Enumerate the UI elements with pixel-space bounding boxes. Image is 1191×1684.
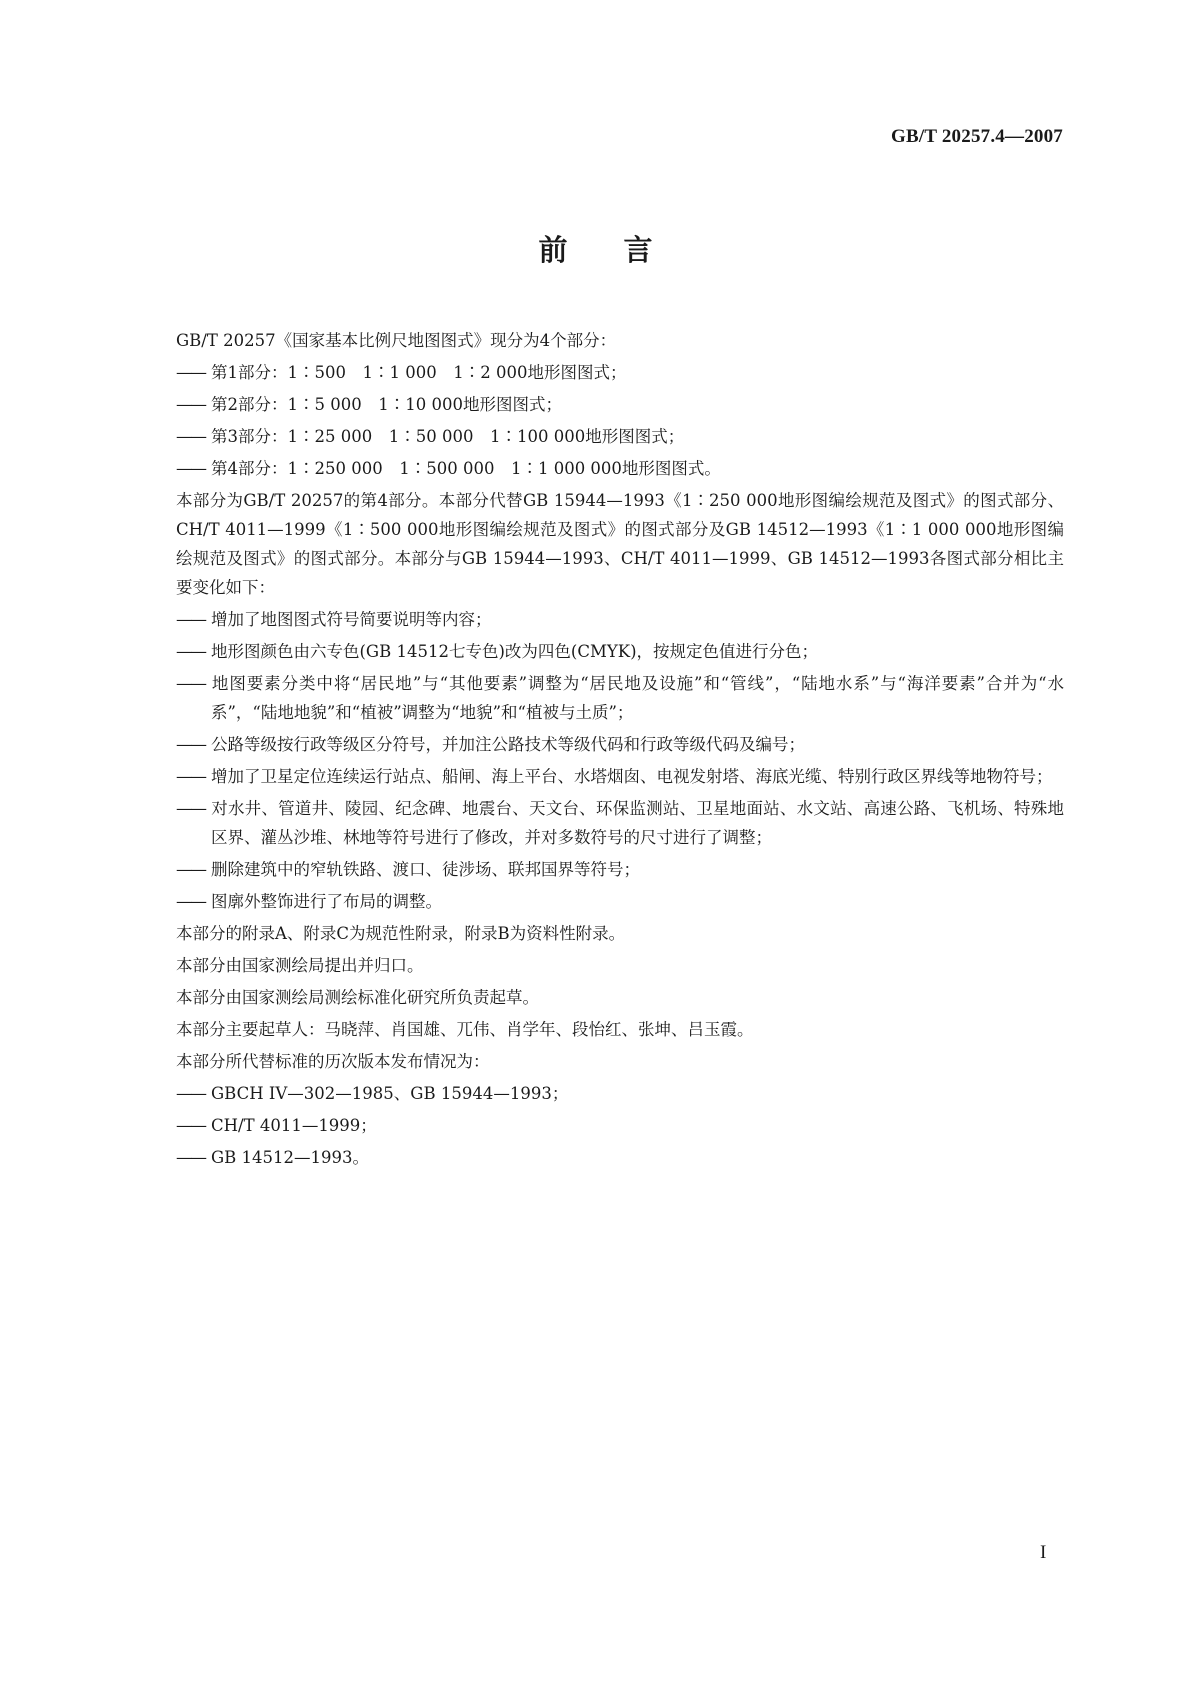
dash-marker: —— xyxy=(176,363,205,382)
change-list-item xyxy=(176,605,1064,634)
appendix-paragraph: 本部分的附录A、附录C为规范性附录，附录B为资料性附录。 xyxy=(176,924,626,943)
dash-marker: —— xyxy=(176,674,205,693)
change-list-item xyxy=(176,887,1064,916)
dash-marker: —— xyxy=(176,799,205,818)
part-text: 第2部分：1∶5 000 1∶10 000地形图图式； xyxy=(211,395,562,414)
dash-marker: —— xyxy=(176,1116,205,1135)
change-text: 删除建筑中的窄轨铁路、渡口、徒涉场、联邦国界等符号； xyxy=(211,860,640,879)
history-text: CH/T 4011—1999； xyxy=(211,1116,377,1135)
page-title: 前言 xyxy=(538,233,709,267)
change-list-item xyxy=(176,669,1064,727)
page-number: I xyxy=(1040,1542,1047,1563)
foreword-body xyxy=(176,326,1064,1175)
part-text: 第4部分：1∶250 000 1∶500 000 1∶1 000 000地形图图式。 xyxy=(211,459,721,478)
part-list-item xyxy=(176,390,1064,419)
change-text: 图廓外整饰进行了布局的调整。 xyxy=(211,892,442,911)
history-list-item xyxy=(176,1111,1064,1140)
dash-marker: —— xyxy=(176,735,205,754)
history-text: GBCH IV—302—1985、GB 15944—1993； xyxy=(211,1084,569,1103)
history-list-item xyxy=(176,1079,1064,1108)
change-list-item xyxy=(176,855,1064,884)
dash-marker: —— xyxy=(176,767,205,786)
change-list-item xyxy=(176,762,1064,791)
dash-marker: —— xyxy=(176,427,205,446)
change-text: 对水井、管道井、陵园、纪念碑、地震台、天文台、环保监测站、卫星地面站、水文站、高速公路、飞机场、特殊地区界、灌丛沙堆、林地等符号进行了修改，并对多数符号的尺寸进行了调整； xyxy=(211,799,1064,847)
change-list-item xyxy=(176,730,1064,759)
change-text: 增加了地图图式符号简要说明等内容； xyxy=(211,610,492,629)
history-list-item xyxy=(176,1143,1064,1172)
part-list-item xyxy=(176,422,1064,451)
change-list-item xyxy=(176,637,1064,666)
drafting-organization-paragraph: 本部分由国家测绘局测绘标准化研究所负责起草。 xyxy=(176,988,539,1007)
dash-marker: —— xyxy=(176,395,205,414)
change-text: 公路等级按行政等级区分符号，并加注公路技术等级代码和行政等级代码及编号； xyxy=(211,735,805,754)
drafters-paragraph: 本部分主要起草人：马晓萍、肖国雄、兀伟、肖学年、段怡红、张坤、吕玉霞。 xyxy=(176,1020,754,1039)
change-text: 地图要素分类中将“居民地”与“其他要素”调整为“居民地及设施”和“管线”，“陆地水系”与“海洋要素”合并为“水系”，“陆地地貌”和“植被”调整为“地貌”和“植被与土质”； xyxy=(211,674,1064,722)
part-text: 第3部分：1∶25 000 1∶50 000 1∶100 000地形图图式； xyxy=(211,427,685,446)
dash-marker: —— xyxy=(176,860,205,879)
dash-marker: —— xyxy=(176,892,205,911)
dash-marker: —— xyxy=(176,1084,205,1103)
part-list-item xyxy=(176,358,1064,387)
history-intro-paragraph: 本部分所代替标准的历次版本发布情况为： xyxy=(176,1052,490,1071)
dash-marker: —— xyxy=(176,459,205,478)
history-text: GB 14512—1993。 xyxy=(211,1148,370,1167)
change-list-item xyxy=(176,794,1064,852)
intro-paragraph: GB/T 20257《国家基本比例尺地图图式》现分为4个部分： xyxy=(176,331,617,350)
dash-marker: —— xyxy=(176,642,205,661)
dash-marker: —— xyxy=(176,1148,205,1167)
change-text: 增加了卫星定位连续运行站点、船闸、海上平台、水塔烟囱、电视发射塔、海底光缆、特别行政区界线等地物符号； xyxy=(211,767,1053,786)
standard-number: GB/T 20257.4—2007 xyxy=(891,126,1063,147)
change-text: 地形图颜色由六专色(GB 14512七专色)改为四色(CMYK)，按规定色值进行分色； xyxy=(211,642,819,661)
part-list-item xyxy=(176,454,1064,483)
replacement-paragraph: 本部分为GB/T 20257的第4部分。本部分代替GB 15944—1993《1∶250 000地形图编绘规范及图式》的图式部分、CH/T 4011—1999《1∶500 000地形图编绘规范及图式》的图式部分及GB 14512—1993《1∶1 000 000地形图编绘规范及图式》的图式部分。本部分与GB 15944—1993、CH/T 4011—1999、GB 14512—1993各图式部分相比主要变化如下： xyxy=(176,491,1064,597)
proposer-paragraph: 本部分由国家测绘局提出并归口。 xyxy=(176,956,424,975)
dash-marker: —— xyxy=(176,610,205,629)
part-text: 第1部分：1∶500 1∶1 000 1∶2 000地形图图式； xyxy=(211,363,627,382)
